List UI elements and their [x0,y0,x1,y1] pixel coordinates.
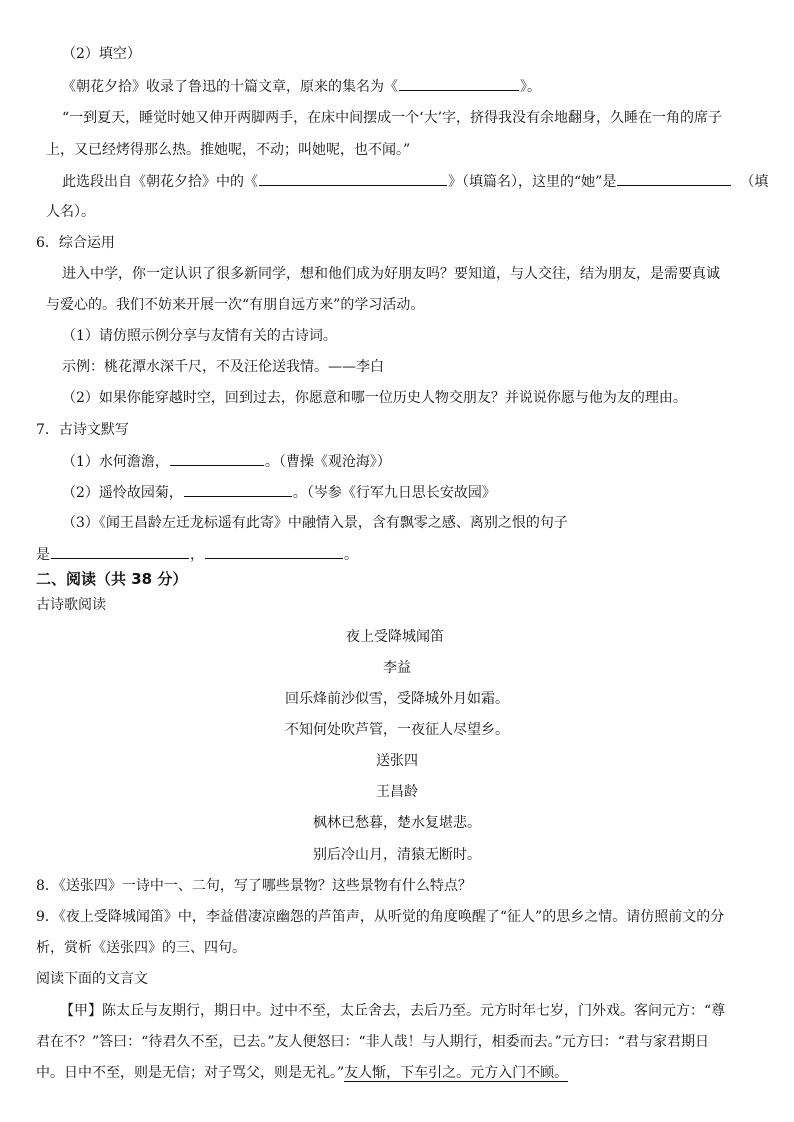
q7-sub2-a: （2）遥怜故园菊， [62,485,183,501]
classical-underlined-sentence: 友人惭，下车引之。元方入门不顾。 [344,1065,569,1081]
classical-line1: 【甲】陈太丘与友期行，期日中。过中不至，太丘舍去，去后乃至。元方时年七岁，门外戏。客问元方：“尊 [60,1003,726,1019]
q5-2-quote-line2: 上，又已经烤得那么热。推她呢，不动；叫她呢，也不闻。” [46,142,411,158]
answer-blank[interactable] [51,544,189,559]
q5-2-line4-a: 此选段出自《朝花夕拾》中的《 [62,174,258,190]
q7-sub3-c: 。 [344,547,358,563]
answer-blank[interactable] [170,451,264,466]
section-subheading: 古诗歌阅读 [36,597,106,613]
poem1-line2: 不知何处吹芦管，一夜征人尽望乡。 [285,722,509,738]
q7-sub1 [62,451,391,472]
q7-sub3-a: 是 [36,547,50,563]
q5-2-line5: 人名）。 [46,204,95,220]
q9-line1: 9．《夜上受降城闻笛》中，李益借凄凉幽怨的芦笛声，从听觉的角度唤醒了“征人”的思乡之情。请仿照前文的分 [36,909,725,925]
q6-sub1: （1）请仿照示例分享与友情有关的古诗词。 [62,328,337,344]
q7-sub3: （3）《闻王昌龄左迁龙标遥有此寄》中融情入景，含有飘零之感、离别之恨的句子 [62,515,568,531]
q5-2-line4 [62,171,768,192]
q7-sub2-b: 。（岑参《行军九日思长安故园》 [292,485,496,501]
poem1-line1: 回乐烽前沙似雪，受降城外月如霜。 [285,691,509,707]
poem1-title: 夜上受降城闻笛 [346,629,444,645]
answer-blank[interactable] [399,76,519,91]
q6-para-line1: 进入中学，你一定认识了很多新同学，想和他们成为好朋友吗？要知道，与人交往，结为朋友，是需要真诚 [62,266,720,282]
poem2-line2: 别后冷山月，清猿无断时。 [313,847,481,863]
poem2-title: 送张四 [376,753,418,769]
poem2-line1: 枫林已愁暮，楚水复堪悲。 [313,815,481,831]
poem1-author: 李益 [383,660,411,676]
q6-example: 示例：桃花潭水深千尺，不及汪伦送我情。——李白 [62,359,384,375]
answer-blank[interactable] [259,171,447,186]
q6-title: 6．综合运用 [36,235,115,251]
answer-blank[interactable] [184,482,292,497]
q5-2-label: （2）填空） [62,46,141,62]
classical-heading: 阅读下面的文言文 [36,971,148,987]
answer-blank[interactable] [617,171,731,186]
q7-sub1-a: （1）水何澹澹， [62,454,169,470]
classical-line2: 君在不？”答曰：“待君久不至，已去。”友人便怒曰：“非人哉！与人期行，相委而去。”元方曰：“君与家君期日 [36,1034,709,1050]
classical-line3-text: 中。日中不至，则是无信；对子骂父，则是无礼。” [36,1065,345,1081]
q8: 8．《送张四》一诗中一、二句，写了哪些景物？这些景物有什么特点？ [36,878,472,894]
q6-para-line2: 与爱心的。我们不妨来开展一次“有朋自远方来”的学习活动。 [46,297,425,313]
q6-sub2: （2）如果你能穿越时空，回到过去，你愿意和哪一位历史人物交朋友？并说说你愿与他为友的理由。 [62,390,687,406]
q7-sub1-b: 。（曹操《观沧海》） [264,454,391,470]
q5-2-line1-b: 》。 [520,79,541,95]
section-heading: 二、阅读（共 38 分） [36,570,188,588]
q5-2-line1 [62,76,541,97]
q7-sub2 [62,482,496,503]
answer-blank[interactable] [205,544,343,559]
q5-2-line4-b: 》（填篇名），这里的“她”是 [448,174,617,190]
q5-2-line4-c: （填 [740,174,769,190]
classical-line3 [36,1063,568,1083]
q7-sub3-answer [36,544,358,565]
q7-title: 7．古诗文默写 [36,422,129,438]
poem2-author: 王昌龄 [376,784,418,800]
q7-sub3-b: ， [190,547,204,563]
q5-2-line1-a: 《朝花夕拾》收录了鲁迅的十篇文章，原来的集名为《 [62,79,398,95]
q9-line2: 析，赏析《送张四》的三、四句。 [36,940,246,956]
q5-2-quote-line1: “一到夏天，睡觉时她又伸开两脚两手，在床中间摆成一个‘大’字，挤得我没有余地翻身，久睡在一角的席子 [62,110,723,126]
